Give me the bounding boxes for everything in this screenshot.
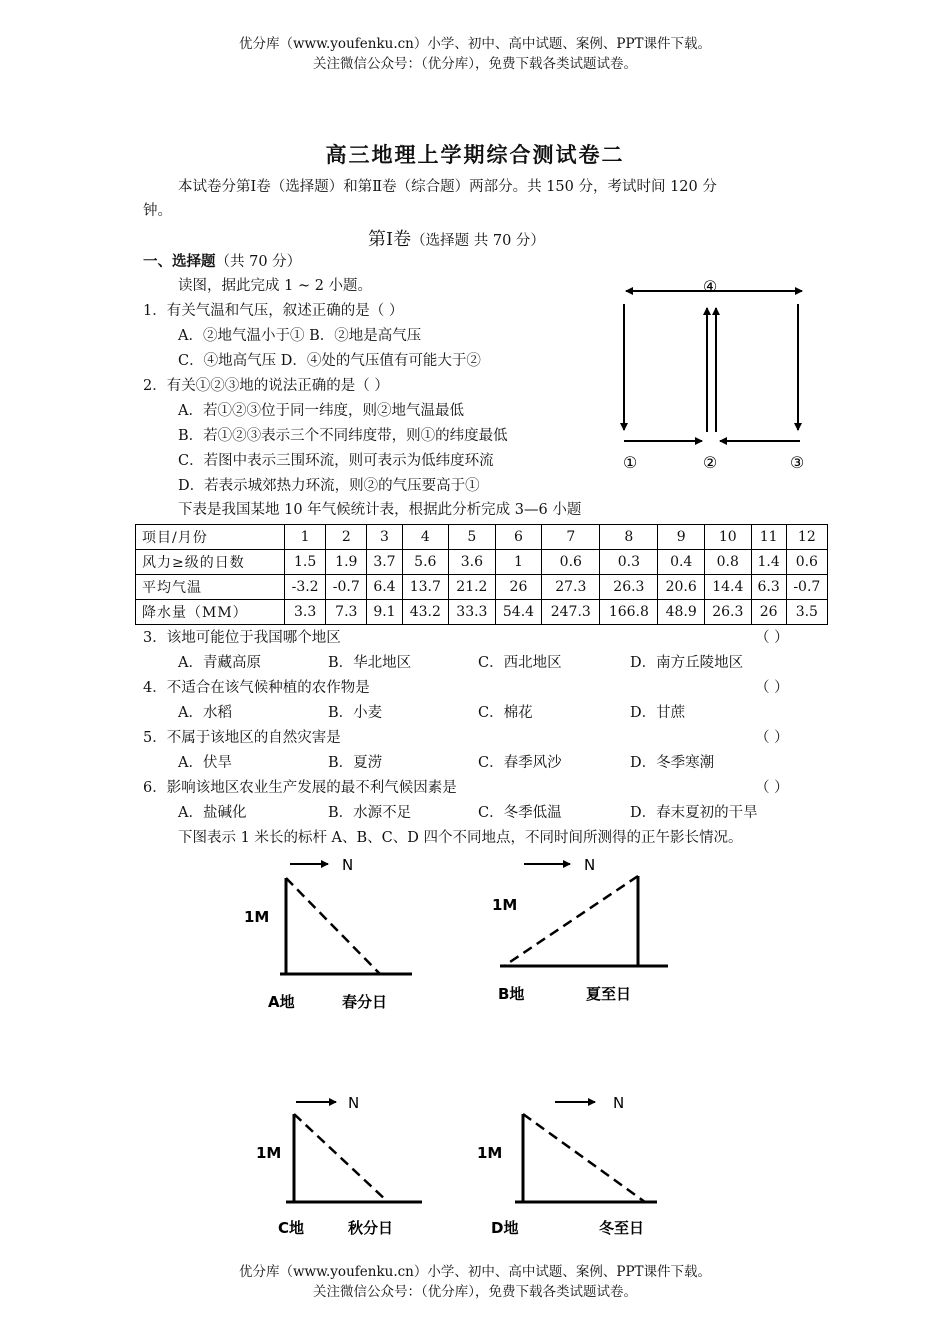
sun-ray <box>523 1114 645 1202</box>
q3-option-c: C．西北地区 <box>478 655 562 671</box>
section1-title: 一、选择题 <box>143 253 216 270</box>
table-cell: 3.3 <box>285 600 326 625</box>
row-label: 降水量（MM） <box>136 600 285 625</box>
month-cell: 2 <box>326 525 367 550</box>
q3-option-d: D．南方丘陵地区 <box>630 655 744 671</box>
table-cell: 0.8 <box>704 550 751 575</box>
q6-option-a: A．盐碱化 <box>178 805 247 821</box>
q5-paren: （ ） <box>755 730 789 746</box>
table-cell: 26 <box>751 600 786 625</box>
table-cell: 166.8 <box>600 600 658 625</box>
table-row <box>136 575 828 600</box>
table-cell: 0.6 <box>786 550 827 575</box>
table-row <box>136 600 828 625</box>
table-cell: 1 <box>495 550 542 575</box>
shadow-diagram-d <box>475 1090 665 1245</box>
north-label: N <box>348 1094 360 1112</box>
table-cell: 7.3 <box>326 600 367 625</box>
circulation-diagram <box>610 270 825 480</box>
height-label: 1M <box>244 908 270 926</box>
month-cell: 11 <box>751 525 786 550</box>
row-label: 风力≥级的日数 <box>136 550 285 575</box>
sun-ray <box>504 876 638 966</box>
label-1: ① <box>622 453 638 472</box>
day-label: 秋分日 <box>348 1219 394 1237</box>
month-cell: 5 <box>449 525 496 550</box>
sun-ray <box>286 878 380 974</box>
table-cell: 54.4 <box>495 600 542 625</box>
intro-line-2: 钟。 <box>143 203 172 219</box>
q2-option-c: C．若图中表示三围环流，则可表示为低纬度环流 <box>178 453 494 469</box>
table-cell: 247.3 <box>542 600 600 625</box>
month-cell: 9 <box>658 525 705 550</box>
day-label: 冬至日 <box>599 1219 645 1237</box>
q1-stem: 1．有关气温和气压，叙述正确的是（ ） <box>143 303 404 319</box>
q2-stem: 2．有关①②③地的说法正确的是（ ） <box>143 378 389 394</box>
month-cell: 7 <box>542 525 600 550</box>
place-label: B地 <box>498 985 525 1003</box>
height-label: 1M <box>477 1144 503 1162</box>
q6-stem: 6．影响该地区农业生产发展的最不利气候因素是 <box>143 780 457 796</box>
table-cell: -3.2 <box>285 575 326 600</box>
table-cell: 3.5 <box>786 600 827 625</box>
table-header-row <box>136 525 828 550</box>
table-cell: -0.7 <box>786 575 827 600</box>
table-cell: 26.3 <box>600 575 658 600</box>
header-line-1: 优分库（www.youfenku.cn）小学、初中、高中试题、案例、PPT课件下载。 <box>238 36 712 52</box>
q4-option-a: A．水稻 <box>178 705 232 721</box>
table-cell: 21.2 <box>449 575 496 600</box>
q2-option-d: D．若表示城郊热力环流，则②的气压要高于① <box>178 478 480 494</box>
q4-option-d: D．甘蔗 <box>630 705 686 721</box>
q6-option-d: D．春末夏初的干旱 <box>630 805 758 821</box>
table-cell: 27.3 <box>542 575 600 600</box>
part1-heading <box>368 225 545 251</box>
label-2: ② <box>702 453 718 472</box>
intro-line-1: 本试卷分第Ⅰ卷（选择题）和第Ⅱ卷（综合题）两部分。共 150 分，考试时间 120 分 <box>178 179 717 195</box>
q6-paren: （ ） <box>755 780 789 796</box>
north-label: N <box>342 856 354 874</box>
height-label: 1M <box>256 1144 282 1162</box>
month-cell: 3 <box>367 525 402 550</box>
place-label: D地 <box>491 1219 519 1237</box>
height-label: 1M <box>492 896 518 914</box>
part1-note: （选择题 共 70 分） <box>411 233 545 249</box>
q6-option-b: B．水源不足 <box>328 805 412 821</box>
table-cell: 0.4 <box>658 550 705 575</box>
place-label: C地 <box>278 1219 305 1237</box>
table-cell: 20.6 <box>658 575 705 600</box>
table-cell: 26 <box>495 575 542 600</box>
table-cell: 1.5 <box>285 550 326 575</box>
month-cell: 4 <box>402 525 449 550</box>
q3-option-a: A．青藏高原 <box>178 655 261 671</box>
table-cell: -0.7 <box>326 575 367 600</box>
table-cell: 9.1 <box>367 600 402 625</box>
table-header-label: 项目/月份 <box>136 525 285 550</box>
table-row <box>136 550 828 575</box>
shadow-diagram-b <box>488 850 678 1020</box>
page-title: 高三地理上学期综合测试卷二 <box>325 142 625 167</box>
table-cell: 6.3 <box>751 575 786 600</box>
q3-paren: （ ） <box>755 630 789 646</box>
table-cell: 3.7 <box>367 550 402 575</box>
table-cell: 6.4 <box>367 575 402 600</box>
north-label: N <box>584 856 596 874</box>
section1-note: （共 70 分） <box>215 254 302 270</box>
table-cell: 48.9 <box>658 600 705 625</box>
table-cell: 3.6 <box>449 550 496 575</box>
read-map-instruction: 读图，据此完成 1 ~ 2 小题。 <box>178 278 373 294</box>
shadow-intro: 下图表示 1 米长的标杆 A、B、C、D 四个不同地点，不同时间所测得的正午影长情况。 <box>178 830 743 846</box>
header-line-2: 关注微信公众号：（优分库），免费下载各类试题试卷。 <box>313 56 637 72</box>
label-3: ③ <box>789 453 805 472</box>
q3-option-b: B．华北地区 <box>328 655 412 671</box>
q2-option-b: B．若①②③表示三个不同纬度带，则①的纬度最低 <box>178 428 508 444</box>
place-label: A地 <box>268 993 295 1011</box>
q5-stem: 5．不属于该地区的自然灾害是 <box>143 730 341 746</box>
sun-ray <box>294 1114 388 1202</box>
table-cell: 1.4 <box>751 550 786 575</box>
q1-options-ab: A．②地气温小于① B．②地是高气压 <box>178 328 422 344</box>
part1-title: 第Ⅰ卷 <box>368 229 412 250</box>
footer-line-1: 优分库（www.youfenku.cn）小学、初中、高中试题、案例、PPT课件下载。 <box>238 1264 712 1280</box>
day-label: 春分日 <box>342 993 388 1011</box>
q3-stem: 3．该地可能位于我国哪个地区 <box>143 630 341 646</box>
q4-stem: 4．不适合在该气候种植的农作物是 <box>143 680 370 696</box>
table-cell: 26.3 <box>704 600 751 625</box>
table-cell: 0.6 <box>542 550 600 575</box>
row-label: 平均气温 <box>136 575 285 600</box>
month-cell: 1 <box>285 525 326 550</box>
q5-option-b: B．夏涝 <box>328 755 383 771</box>
q5-option-a: A．伏旱 <box>178 755 232 771</box>
month-cell: 12 <box>786 525 827 550</box>
table-cell: 5.6 <box>402 550 449 575</box>
month-cell: 6 <box>495 525 542 550</box>
climate-table <box>135 524 828 625</box>
north-label: N <box>613 1094 625 1112</box>
table-cell: 14.4 <box>704 575 751 600</box>
q5-option-c: C．春季风沙 <box>478 755 562 771</box>
q6-option-c: C．冬季低温 <box>478 805 562 821</box>
q4-paren: （ ） <box>755 680 789 696</box>
footer-line-2: 关注微信公众号：（优分库），免费下载各类试题试卷。 <box>313 1284 637 1300</box>
label-4: ④ <box>702 277 718 296</box>
q2-option-a: A．若①②③位于同一纬度，则②地气温最低 <box>178 403 464 419</box>
day-label: 夏至日 <box>586 985 632 1003</box>
month-cell: 8 <box>600 525 658 550</box>
month-cell: 10 <box>704 525 751 550</box>
q4-option-b: B．小麦 <box>328 705 383 721</box>
table-cell: 13.7 <box>402 575 449 600</box>
shadow-diagram-c <box>250 1090 440 1245</box>
table-cell: 43.2 <box>402 600 449 625</box>
shadow-diagram-a <box>240 850 430 1020</box>
table-cell: 33.3 <box>449 600 496 625</box>
q1-options-cd: C．④地高气压 D．④处的气压值有可能大于② <box>178 353 481 369</box>
table-cell: 1.9 <box>326 550 367 575</box>
section1-heading <box>143 251 301 273</box>
q5-option-d: D．冬季寒潮 <box>630 755 715 771</box>
table-cell: 0.3 <box>600 550 658 575</box>
q4-option-c: C．棉花 <box>478 705 533 721</box>
table-intro: 下表是我国某地 10 年气候统计表，根据此分析完成 3—6 小题 <box>178 502 582 518</box>
